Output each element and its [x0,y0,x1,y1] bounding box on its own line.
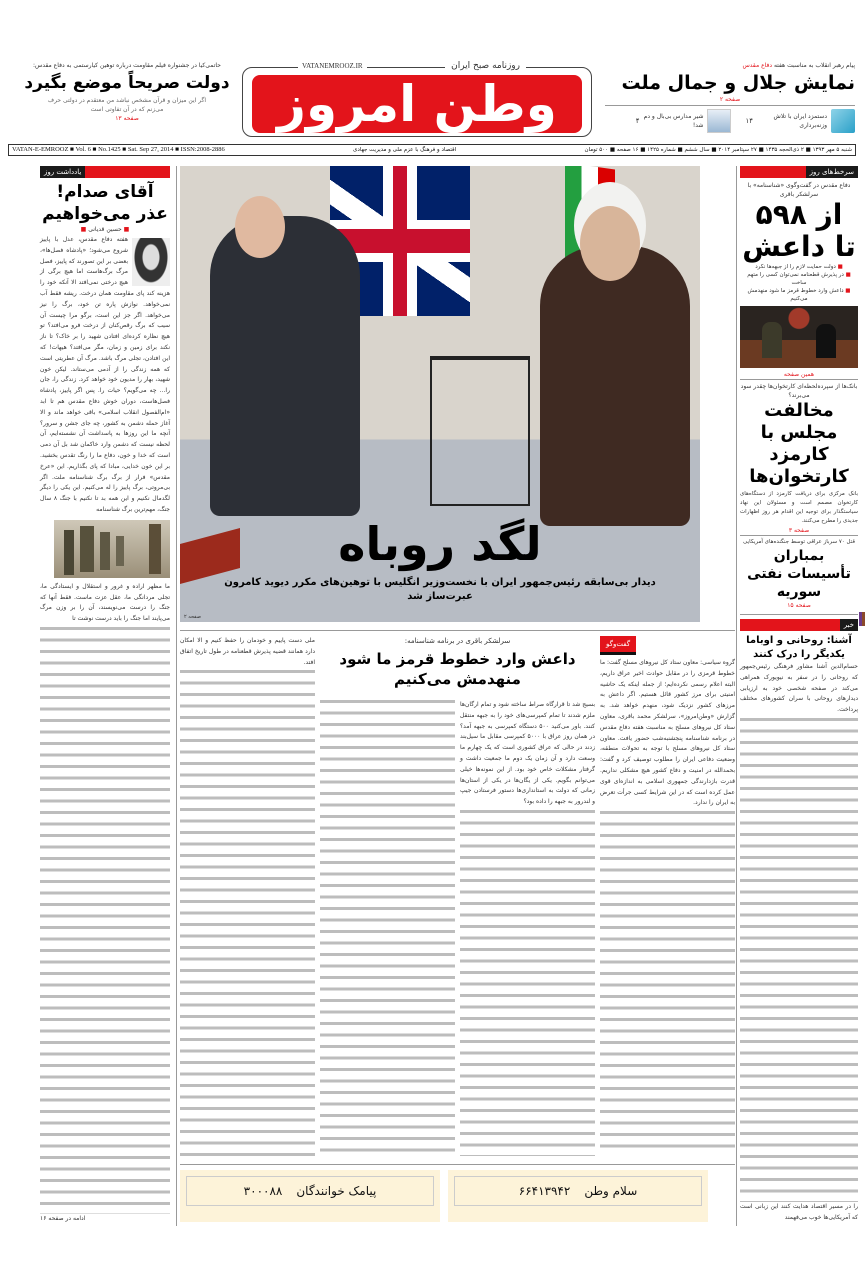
main-photo: لگد روباه دیدار بی‌سابقه رئیس‌جمهور ایران با نخست‌وزیر انگلیس با توهین‌های مکرر دیوید کامرون عبرت‌ساز شد صفحه ۲ [180,166,700,622]
news-headline: آشنا: روحانی و اوباما یکدیگر را درک کنند [746,635,852,660]
main-headline: لگد روباه [338,517,542,571]
table [430,356,530,506]
bird-icon [831,109,855,133]
story-card-fees[interactable]: بانک‌ها از سپرده‌لحظه‌ای کارتخوان‌ها چقدر سود می‌برند؟ مخالفت مجلس با کارمزد کارتخوان‌ها بانک مرکزی برای دریافت کارمزد از دستگاه‌های کارتخوان مصمم است و مسئولان این نهاد سیاستگذار برای توجیه این اقدام هر روز اظهارات جدیدی را مطرح می‌کنند. صفحه ۳ [740,383,858,534]
interview-photo [740,306,858,368]
story-598[interactable]: دفاع مقدس در گفت‌وگوی «شناسنامه» با سرلشکر باقری از ۵۹۸ تا داعش ■ دولت حمایت لازم را از جبهه‌ها نکرد ■ در پذیرش قطعنامه نمی‌توان کسی را متهم ساخت ■ داعش وارد خطوط قرمز ما شود منهدمش می‌کنیم همین صفحه [740,178,858,379]
interview-label: گفت‌وگو [600,636,636,655]
editorial-column: یادداشت روز آقای صدام! عذر می‌خواهیم ■ حسین قدیانی ■ هفته دفاع مقدس، عدل با پاییز شروع می‌شود؛ «پادشاه فصل‌ها»، بعضی بر این تصورند که پاییز، فصل مرگ برگ‌هاست اما هیچ برگی از هیچ درختی نمی‌افتد الا آنکه خود را هزینه کند پای مقاومت همان درخت. ریشه فقط آب نمی‌خواهد. نوازش پاره تن خود، برگ را نیز می‌خواهد. اگر جز این است، برگو مرا چیست آن سیب که برگ رقص‌کنان از درخت فرو می‌افتد؟ تو هیچ نظاره کرده‌ای افتادن شهید را بر خاک؟ تا ناز نکند برای زمین و زمان، مگر می‌افتد؟ هیهات! که این افتادن، تجلی مرگ باشد. مرگ آن عطریتی است که همه زندگی را از آدمی می‌ستاند. لیکن خون شهید، بهار را مدیون خود خواهد کرد. زندگی را، جان را... چه می‌گویم؟ حیات را. پس اگر پاییز، پادشاه فصل‌هاست، دوران خوش دفاع مقدس هم تا ابد «ام‌الفصول انقلاب اسلامی» باقی خواهد ماند و الا آغاز حمله دشمن به کشور، چه جای جشن و سرور؟ آنچه ما این روزها به پاسداشت آن نشسته‌ایم، آن لحظه نیست که دشمن وارد خاکمان شد بل آن دمی است که خدا و خون، دفاع ما را رنگ تقدس بخشید. بر این خون خدایی، مبادا که پای بگذاریم. این «عرخ مقدس» فرار از برگ برگ شناسنامه ملت. اگر بی‌مروتی، برگ پاییز را له می‌کنیم. این یکی را دیگر لگدمال نکنیم و این همه بد تا نکنیم با جنگ ۸ سال جنگ، مهم‌ترین برگ شناسنامه ما مظهر اراده و غرور و استقلال و ایستادگی ما، تجلی مردانگی ما، عقل عزت ماست. فقط آنها که جنگ را درست می‌نویسند، آن را بر وزن مرگ می‌پایند اما جنگ را باید درست نوشت تا ادامه در صفحه ۱۶ [40,168,170,1222]
author: ■ حسین قدیانی ■ [80,226,130,233]
page-ref: صفحه ۲ [719,96,741,103]
headlines-column [740,166,858,1224]
masthead [0,55,865,140]
interview-headline: داعش وارد خطوط قرمز ما شود منهدمش می‌کنیم [339,650,576,688]
news-column[interactable]: خبر آشنا: روحانی و اوباما یکدیگر را درک کنند حسام‌الدین آشنا مشاور فرهنگی رئیس‌جمهور که روحانی را در سفر به نیویورک همراهی می‌کند در صفحه شخصی خود به ارزیابی دیدارهای روحانی با سران کشورهای مختلف پرداخت. را در مسیر اقتصاد هدایت کنند این زبانی است که آمریکایی‌ها خوب می‌فهمند [740,621,858,1222]
person-right [540,246,690,526]
tagline: روزنامه صبح ایران [445,59,526,73]
info-bar [8,144,856,156]
slogan: اقتصاد و فرهنگ با عزم ملی و مدیریت جهادی [353,147,457,153]
header-left-headline: دولت صریحاً موضع بگیرد [24,73,230,93]
story-syria[interactable]: قتل ۷۰ سرباز عراقی توسط جنگنده‌های آمریکایی بمباران تأسیسات نفتی سوریه صفحه ۱۵ [743,539,855,609]
teaser-1[interactable]: دستمزد ایران با تلاش وزنه‌برداری ۱۴ [745,109,855,133]
interview-story[interactable]: سرلشکر باقری در برنامه شناسنامه: داعش وارد خطوط قرمز ما شود منهدمش می‌کنیم گفت‌وگو گروه سیاسی: معاون ستاد کل نیروهای مسلح گفت: ما خطوط قرمزی را در مقابل حوادث اخیر عراق داریم، البته اعلام رسمی نکرده‌ایم؛ از جمله اینکه یک حاشیه امنیتی برای مرز کشور قائل هستیم. اگر داعش به مرزهای کشور نزدیک شود، منهدم خواهد شد. به گزارش «وطن‌امروز»، سرلشکر محمد باقری، معاون ستاد کل نیروهای مسلح به مناسبت هفته دفاع مقدس در برنامه شناسنامه پنجشنبه‌شب حضور یافت. معاون ستاد کل نیروهای مسلح با توجه به تحولات منطقه، وضعیت دفاعی ایران را مطلوب توصیف کرد و گفت: بحمدالله در امنیت و دفاع کشور هیچ مشکلی نداریم. قدرت بازدارندگی جمهوری اسلامی به اندازه‌ای قوی عمل کرده است که در این شرایط کسی جرأت تعرض به ایران را ندارد. بسیج شد تا قرارگاه صراط ساخته شود و تمام ارگان‌ها ملزم شدند تا تمام کمپرسی‌های خود را به جبهه منتقل کنند. باور می‌کنید ۵۰۰ دستگاه کمپرسی به جبهه آمد؟ در همان روز عراق با ۵۰۰۰ کمپرسی مقابل ما سیل‌بند زدند در حالی که عراق کشوری است که یک چهارم ما وسعت دارد و آن زمان یک دوم ما جمعیت داشت و گرفتار مشکلات خاص خود بود. از این نمونه‌ها خیلی می‌توانم بگویم. یکی از یگان‌ها در یکی از استان‌ها زمانی که دولت به استانداری‌ها دستور فرستادن جیپ و لندرور به جبهه را داده بود؟ ملی دست پاییم و خودمان را حفظ کنیم و الا امکان دارد همانند قضیه پذیرش قطعنامه در طول تاریخ اتفاق افتد. [180,636,735,1156]
milk-icon [707,109,731,133]
editorial-headline: آقای صدام! عذر می‌خواهیم [42,182,168,224]
header-right-story [605,61,855,133]
kicker-highlight: دفاع مقدس [742,62,773,69]
teaser-2[interactable]: شیر مدارس بی‌بال و دم شد! ۴ [636,109,732,133]
date-en: VATAN-E-EMROOZ ■ Vol. 6 ■ No.1425 ■ Sat. Sep 27, 2014 ■ ISSN:2008-2886 [12,146,225,153]
reader-sms-box: پیامک خوانندگان ۳۰۰۰۸۸ [180,1170,440,1222]
logo-wordmark: وطن امروز [252,75,582,133]
main-caption: دیدار بی‌سابقه رئیس‌جمهور ایران با نخست‌وزیر انگلیس با توهین‌های مکرر دیوید کامرون عبرت‌ساز شد [224,577,656,602]
date-fa: شنبه ۵ مهر ۱۳۹۳ ■ ۲ ذی‌الحجه ۱۴۳۵ ■ ۲۷ سپتامبر ۲۰۱۴ ■ سال ششم ■ شماره ۱۴۲۵ ■ ۱۶ صفحه ■ ۵۰۰ تومان [584,147,852,153]
header-right-headline: نمایش جلال و جمال ملت [621,72,855,94]
edge-tab [859,612,865,626]
logo [238,59,596,139]
kicker: پیام رهبر انقلاب به مناسبت هفته [773,62,855,69]
editorial-continued: ما مظهر اراده و غرور و استقلال و ایستادگی ما، تجلی مردانگی ما، عقل عزت ماست. فقط آنها که جنگ را درست می‌نویسند، آن را بر وزن مرگ می‌پایند اما جنگ را باید درست نوشت تا [40,582,170,623]
website: VATANEMROOZ.IR [298,61,367,72]
section-label: سرخط‌های روز [740,166,858,178]
author-photo [132,238,170,286]
soldiers-photo [54,520,170,578]
person-left [210,216,360,516]
salam-vatan-box: سلام وطن ۶۶۴۱۳۹۴۲ [448,1170,708,1222]
header-left-story: حاتمی‌کیا در جشنواره فیلم مقاومت درباره توهین کیارستمی به دفاع مقدس: دولت صریحاً موضع بگیرد اگر این میزان و قرآن مشخص نباشد من معتقدم در دولتی حرف می‌زنم که در آن تفاوتی است صفحه ۱۳ [22,61,232,123]
